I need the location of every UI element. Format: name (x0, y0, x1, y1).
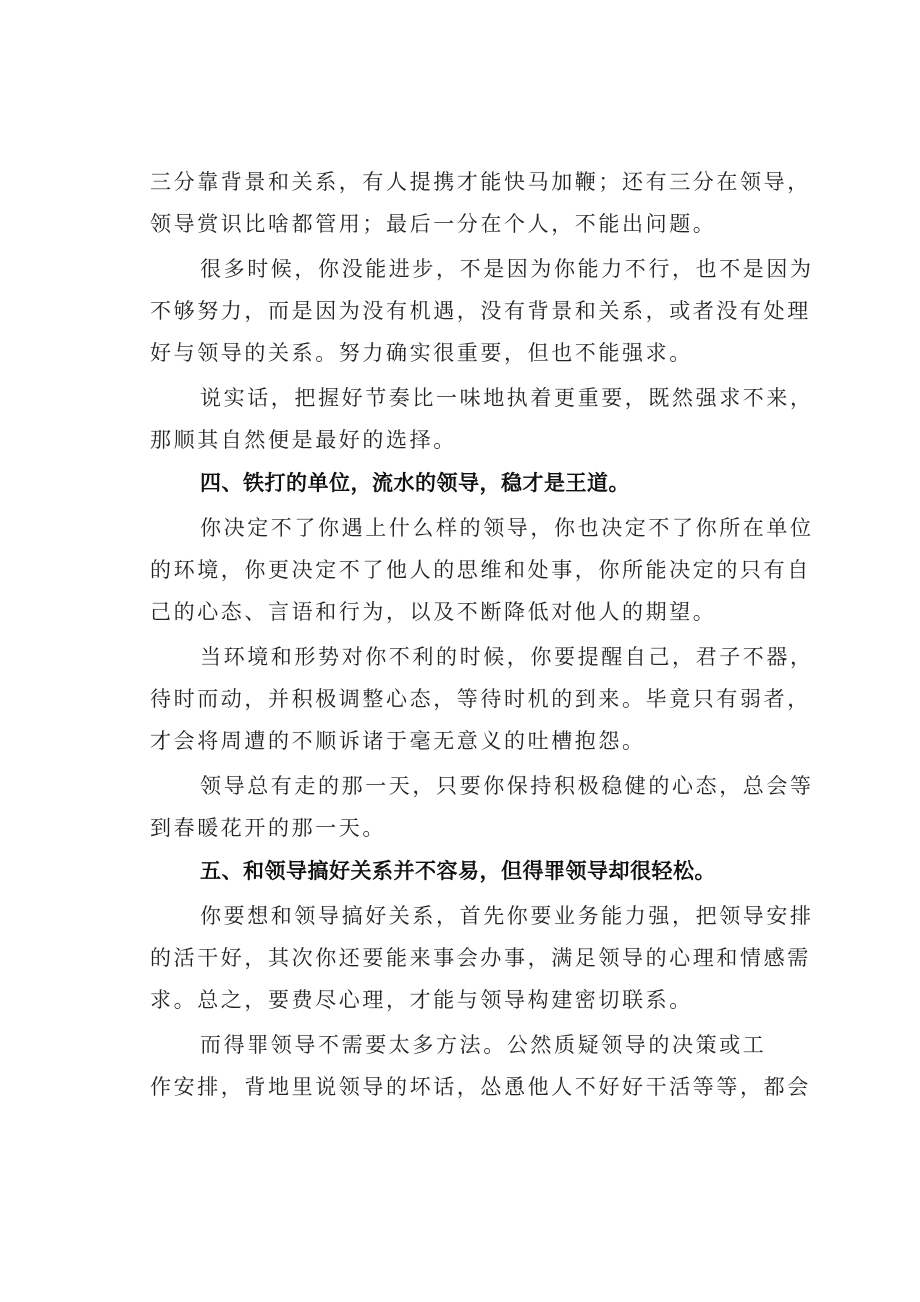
paragraph-line: 求。总之，要费尽心理，才能与领导构建密切联系。 (150, 988, 693, 1012)
paragraph-line: 作安排，背地里说领导的坏话，怂恿他人不好好干活等等，都会 (150, 1075, 811, 1099)
paragraph-line: 三分靠背景和关系，有人提携才能快马加鞭；还有三分在领导， (150, 170, 811, 194)
paragraph-line: 的活干好，其次你还要能来事会办事，满足领导的心理和情感需 (150, 946, 811, 970)
paragraph-line: 很多时候，你没能进步，不是因为你能力不行，也不是因为 (200, 257, 814, 281)
paragraph-line: 的环境，你更决定不了他人的思维和处事，你所能决定的只有自 (150, 558, 811, 582)
section-heading: 四、铁打的单位，流水的领导，稳才是王道。 (200, 471, 630, 495)
paragraph-line: 己的心态、言语和行为，以及不断降低对他人的期望。 (150, 600, 717, 624)
paragraph-line: 当环境和形势对你不利的时候，你要提醒自己，君子不器， (200, 645, 814, 669)
paragraph-line: 说实话，把握好节奏比一味地执着更重要，既然强求不来， (200, 386, 814, 410)
paragraph-line: 那顺其自然便是最好的选择。 (150, 428, 457, 452)
paragraph-line: 不够努力，而是因为没有机遇，没有背景和关系，或者没有处理 (150, 299, 811, 323)
paragraph-line: 你决定不了你遇上什么样的领导，你也决定不了你所在单位 (200, 516, 814, 540)
paragraph-line: 领导赏识比啥都管用；最后一分在个人，不能出问题。 (150, 212, 717, 236)
section-heading: 五、和领导搞好关系并不容易，但得罪领导却很轻松。 (200, 859, 716, 883)
paragraph-line: 待时而动，并积极调整心态，等待时机的到来。毕竟只有弱者， (150, 687, 811, 711)
paragraph-line: 好与领导的关系。努力确实很重要，但也不能强求。 (150, 341, 693, 365)
paragraph-line: 到春暖花开的那一天。 (150, 816, 386, 840)
paragraph-line: 而得罪领导不需要太多方法。公然质疑领导的决策或工 (200, 1033, 767, 1057)
paragraph-line: 领导总有走的那一天，只要你保持积极稳健的心态，总会等 (200, 774, 814, 798)
paragraph-line: 才会将周遭的不顺诉诸于毫无意义的吐槽抱怨。 (150, 729, 646, 753)
paragraph-line: 你要想和领导搞好关系，首先你要业务能力强，把领导安排 (200, 904, 814, 928)
